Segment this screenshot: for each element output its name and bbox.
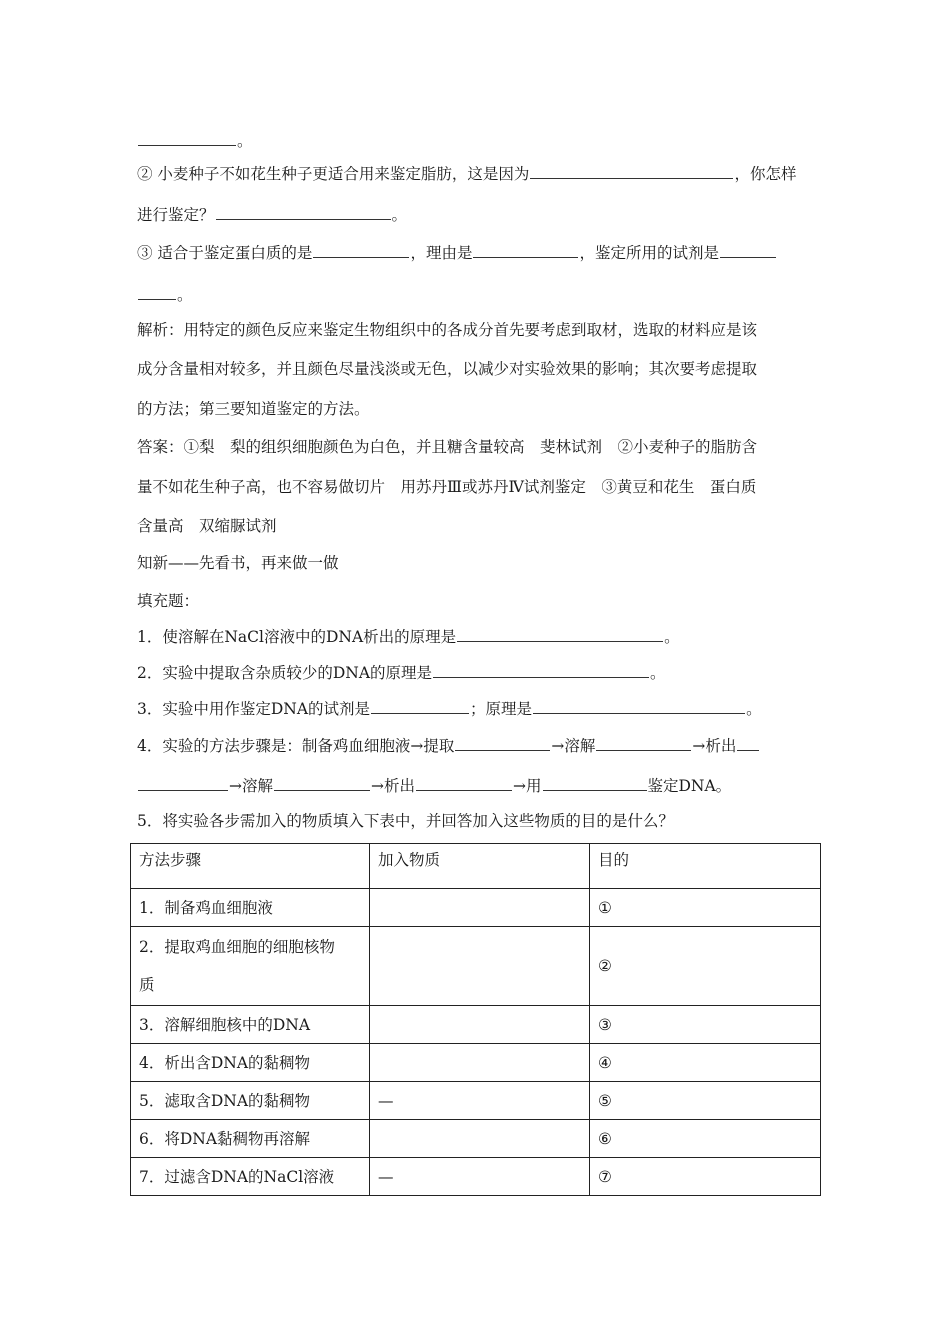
punctuation: 。 bbox=[746, 700, 762, 718]
answer-blank[interactable] bbox=[138, 130, 236, 146]
question-2-line-2 bbox=[137, 204, 407, 225]
top-fragment bbox=[137, 130, 253, 151]
purpose-cell[interactable]: ⑥ bbox=[590, 1120, 821, 1158]
substance-cell[interactable] bbox=[370, 927, 590, 1006]
substance-cell[interactable] bbox=[370, 1120, 590, 1158]
question-text: ；原理是 bbox=[470, 700, 533, 718]
answer-line: 含量高 双缩脲试剂 bbox=[137, 517, 277, 535]
fill-question-4-line-2 bbox=[137, 775, 731, 796]
question-text: 2．实验中提取含杂质较少的DNA的原理是 bbox=[137, 664, 433, 682]
answer-blank[interactable] bbox=[530, 163, 733, 179]
step-text-line: 2．提取鸡血细胞的细胞核物 bbox=[139, 938, 335, 956]
punctuation: 。 bbox=[177, 286, 193, 304]
question-text: →析出 bbox=[692, 737, 737, 755]
step-text-line: 质 bbox=[139, 976, 155, 994]
steps-table bbox=[130, 843, 821, 1196]
table-row bbox=[131, 889, 821, 927]
fill-question-3 bbox=[137, 698, 762, 719]
section-title: 知新——先看书，再来做一做 bbox=[137, 554, 339, 572]
answer-blank[interactable] bbox=[138, 284, 176, 300]
table-row bbox=[131, 1006, 821, 1044]
answer-line: 答案：①梨 梨的组织细胞颜色为白色，并且糖含量较高 斐林试剂 ②小麦种子的脂肪含 bbox=[137, 438, 758, 456]
table-header-row bbox=[131, 844, 821, 889]
step-cell bbox=[131, 927, 370, 1006]
purpose-cell[interactable]: ② bbox=[590, 927, 821, 1006]
purpose-cell[interactable]: ④ bbox=[590, 1044, 821, 1082]
analysis-line: 的方法；第三要知道鉴定的方法。 bbox=[137, 400, 370, 418]
substance-cell[interactable] bbox=[370, 1044, 590, 1082]
table-row bbox=[131, 1082, 821, 1120]
header-cell-purpose: 目的 bbox=[590, 844, 821, 889]
header-cell-substance: 加入物质 bbox=[370, 844, 590, 889]
substance-cell[interactable] bbox=[370, 889, 590, 927]
question-text: →用 bbox=[513, 777, 542, 795]
answer-blank[interactable] bbox=[533, 698, 745, 714]
table-row bbox=[131, 1044, 821, 1082]
answer-blank[interactable] bbox=[274, 775, 370, 791]
punctuation: 。 bbox=[237, 132, 253, 150]
answer-line: 量不如花生种子高，也不容易做切片 用苏丹Ⅲ或苏丹Ⅳ试剂鉴定 ③黄豆和花生 蛋白质 bbox=[137, 478, 757, 496]
fill-question-5: 5．将实验各步需加入的物质填入下表中，并回答加入这些物质的目的是什么？ bbox=[137, 812, 674, 830]
purpose-cell[interactable]: ③ bbox=[590, 1006, 821, 1044]
answer-blank[interactable] bbox=[313, 242, 409, 258]
question-text: ，理由是 bbox=[410, 244, 473, 262]
question-3-line-1 bbox=[137, 242, 777, 263]
answer-blank[interactable] bbox=[596, 735, 691, 751]
step-cell: 5．滤取含DNA的黏稠物 bbox=[131, 1082, 370, 1120]
question-text: 4．实验的方法步骤是：制备鸡血细胞液→提取 bbox=[137, 737, 455, 755]
question-text: →溶解 bbox=[229, 777, 273, 795]
question-text: ③ 适合于鉴定蛋白质的是 bbox=[137, 244, 313, 262]
question-3-line-2 bbox=[137, 284, 193, 305]
question-text: ② 小麦种子不如花生种子更适合用来鉴定脂肪，这是因为 bbox=[137, 165, 530, 183]
table-row bbox=[131, 1158, 821, 1196]
substance-cell: — bbox=[370, 1158, 590, 1196]
answer-blank[interactable] bbox=[416, 775, 512, 791]
question-text: 1．使溶解在NaCl溶液中的DNA析出的原理是 bbox=[137, 628, 457, 646]
fill-question-1 bbox=[137, 626, 680, 647]
answer-blank[interactable] bbox=[473, 242, 578, 258]
step-cell: 3．溶解细胞核中的DNA bbox=[131, 1006, 370, 1044]
answer-blank[interactable] bbox=[457, 626, 663, 642]
answer-blank[interactable] bbox=[433, 662, 649, 678]
step-cell: 4．析出含DNA的黏稠物 bbox=[131, 1044, 370, 1082]
step-cell: 6．将DNA黏稠物再溶解 bbox=[131, 1120, 370, 1158]
table-row bbox=[131, 927, 821, 1006]
analysis-line: 解析：用特定的颜色反应来鉴定生物组织中的各成分首先要考虑到取材，选取的材料应是该 bbox=[137, 321, 758, 339]
answer-blank[interactable] bbox=[737, 735, 759, 751]
question-text: 3．实验中用作鉴定DNA的试剂是 bbox=[137, 700, 371, 718]
question-text: →溶解 bbox=[551, 737, 596, 755]
answer-blank[interactable] bbox=[720, 242, 776, 258]
step-cell: 1．制备鸡血细胞液 bbox=[131, 889, 370, 927]
punctuation: 。 bbox=[391, 206, 408, 224]
table-row bbox=[131, 1120, 821, 1158]
punctuation: 。 bbox=[650, 664, 666, 682]
substance-cell: — bbox=[370, 1082, 590, 1120]
purpose-cell[interactable]: ① bbox=[590, 889, 821, 927]
purpose-cell[interactable]: ⑦ bbox=[590, 1158, 821, 1196]
header-cell-step: 方法步骤 bbox=[131, 844, 370, 889]
question-text: →析出 bbox=[371, 777, 415, 795]
answer-blank[interactable] bbox=[216, 204, 391, 220]
fill-title: 填充题： bbox=[137, 592, 200, 610]
question-text: 鉴定DNA。 bbox=[647, 777, 732, 795]
answer-blank[interactable] bbox=[138, 775, 228, 791]
question-text: ，你怎样 bbox=[734, 165, 797, 183]
substance-cell[interactable] bbox=[370, 1006, 590, 1044]
purpose-cell[interactable]: ⑤ bbox=[590, 1082, 821, 1120]
question-text: 进行鉴定？ bbox=[137, 206, 215, 224]
analysis-line: 成分含量相对较多，并且颜色尽量浅淡或无色，以减少对实验效果的影响；其次要考虑提取 bbox=[137, 360, 758, 378]
fill-question-4-line-1 bbox=[137, 735, 760, 756]
question-2-line-1 bbox=[137, 163, 796, 184]
answer-blank[interactable] bbox=[543, 775, 647, 791]
fill-question-2 bbox=[137, 662, 666, 683]
answer-blank[interactable] bbox=[455, 735, 550, 751]
question-text: ，鉴定所用的试剂是 bbox=[579, 244, 719, 262]
punctuation: 。 bbox=[664, 628, 680, 646]
step-cell: 7．过滤含DNA的NaCl溶液 bbox=[131, 1158, 370, 1196]
answer-blank[interactable] bbox=[371, 698, 469, 714]
